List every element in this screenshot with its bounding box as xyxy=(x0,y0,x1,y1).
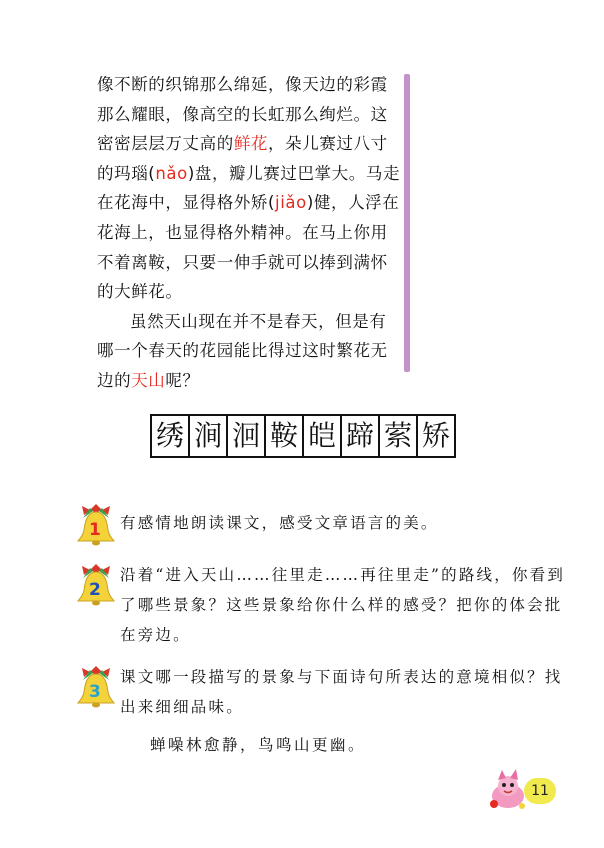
highlight-xianhua: 鲜花 xyxy=(233,134,269,154)
task-1 xyxy=(72,500,572,538)
task-text: 有感情地朗读课文，感受文章语言的美。 xyxy=(120,514,439,532)
task-2 xyxy=(72,560,572,650)
new-character: 鞍 xyxy=(264,414,304,458)
text-run: )盘，瓣儿赛过巴掌大。马走在花海中，显得格外矫( xyxy=(97,163,401,213)
poem-line: 蝉噪林愈静，鸟鸣山更幽。 xyxy=(150,736,367,754)
text-run: 呢？ xyxy=(165,370,200,390)
paragraph-1 xyxy=(97,70,401,307)
pinyin-nao: nǎo xyxy=(155,163,188,183)
new-character: 萦 xyxy=(378,414,418,458)
new-character: 涧 xyxy=(188,414,228,458)
new-characters-row xyxy=(150,410,454,460)
new-character: 绣 xyxy=(150,414,190,458)
highlight-tianshan: 天山 xyxy=(131,370,166,390)
annotation-margin-bar xyxy=(404,74,410,372)
text-run: 虽然天山现在并不是春天，但是有哪一个春天的花园能比得过这时繁花无边的 xyxy=(97,311,388,390)
passage xyxy=(97,70,401,396)
task-number: 1 xyxy=(88,520,104,540)
bell-icon xyxy=(72,500,120,548)
bell-icon xyxy=(72,560,120,608)
new-character: 洄 xyxy=(226,414,266,458)
task-number: 2 xyxy=(88,580,104,600)
text-run: 像不断的织锦那么绵延，像天边的彩霞那么耀眼，像高空的长虹那么绚烂。这密密层层万丈高的 xyxy=(97,75,388,154)
paragraph-2 xyxy=(97,307,401,396)
text-run: ，朵儿赛过八寸的玛瑙( xyxy=(97,134,388,183)
pinyin-jiao: jiǎo xyxy=(275,193,307,213)
new-character: 蹄 xyxy=(340,414,380,458)
bell-icon xyxy=(72,662,120,710)
text-run: )健，人浮在花海上，也显得格外精神。在马上你用不着离鞍，只要一伸手就可以捧到满怀的大鲜花。 xyxy=(97,193,400,302)
task-text: 沿着“进入天山……往里走……再往里走”的路线，你看到了哪些景象？这些景象给你什么样的感受？把你的体会批在旁边。 xyxy=(120,566,566,644)
new-character: 皑 xyxy=(302,414,342,458)
task-text: 课文哪一段描写的景象与下面诗句所表达的意境相似？找出来细细品味。 xyxy=(120,668,563,716)
new-character: 矫 xyxy=(416,414,456,458)
task-number: 3 xyxy=(88,682,104,702)
task-3 xyxy=(72,662,572,722)
page-number: 11 xyxy=(524,778,556,804)
